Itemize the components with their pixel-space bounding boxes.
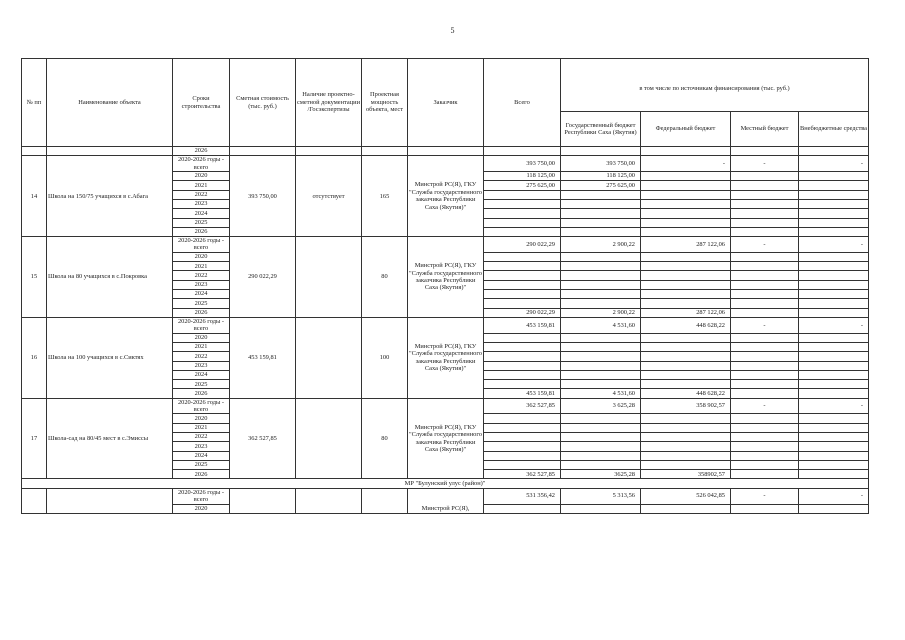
- total-cell: [484, 380, 561, 389]
- total-cell: [484, 423, 561, 432]
- header-name: Наименование объекта: [47, 59, 173, 147]
- extra-cell: -: [799, 398, 869, 414]
- table-row: [22, 398, 869, 414]
- federal-cell: [641, 280, 731, 289]
- state-cell: [561, 299, 641, 308]
- total-cell: [484, 271, 561, 280]
- header-customer: Заказчик: [408, 59, 484, 147]
- local-cell: [731, 423, 799, 432]
- extra-cell: [799, 470, 869, 479]
- extra-cell: [799, 451, 869, 460]
- year-cell: 2020: [173, 504, 230, 513]
- state-cell: [561, 414, 641, 423]
- state-cell: [561, 380, 641, 389]
- header-federal: Федеральный бюджет: [641, 112, 731, 147]
- federal-cell: [641, 370, 731, 379]
- extra-cell: [799, 299, 869, 308]
- section-title: МР "Булунский улус (район)": [22, 479, 869, 488]
- year-cell: 2023: [173, 199, 230, 208]
- project-cost: 362 527,85: [230, 398, 296, 479]
- extra-cell: [799, 199, 869, 208]
- project-num: 15: [22, 237, 47, 318]
- federal-cell: [641, 290, 731, 299]
- local-cell: [731, 414, 799, 423]
- year-cell: 2021: [173, 262, 230, 271]
- total-cell: [484, 370, 561, 379]
- local-cell: [731, 227, 799, 236]
- project-customer: Минстрой РС(Я),: [408, 488, 484, 513]
- state-cell: [561, 504, 641, 513]
- header-total: Всего: [484, 59, 561, 147]
- total-cell: 290 022,29: [484, 237, 561, 253]
- year-cell: 2023: [173, 280, 230, 289]
- year-cell: 2020-2026 годы - всего: [173, 237, 230, 253]
- cell-empty: [561, 147, 641, 156]
- local-cell: -: [731, 237, 799, 253]
- federal-cell: [641, 380, 731, 389]
- extra-cell: [799, 460, 869, 469]
- federal-cell: -: [641, 156, 731, 172]
- total-cell: [484, 451, 561, 460]
- year-cell: 2020-2026 годы - всего: [173, 156, 230, 172]
- extra-cell: [799, 280, 869, 289]
- federal-cell: [641, 342, 731, 351]
- state-cell: 3625,28: [561, 470, 641, 479]
- local-cell: [731, 290, 799, 299]
- extra-cell: [799, 262, 869, 271]
- federal-cell: [641, 271, 731, 280]
- project-cost: 453 159,81: [230, 317, 296, 398]
- extra-cell: [799, 423, 869, 432]
- state-cell: [561, 442, 641, 451]
- extra-cell: [799, 380, 869, 389]
- project-num: 14: [22, 156, 47, 237]
- cell-empty: [484, 147, 561, 156]
- federal-cell: [641, 218, 731, 227]
- extra-cell: [799, 271, 869, 280]
- federal-cell: [641, 299, 731, 308]
- year-cell: 2020-2026 годы - всего: [173, 488, 230, 504]
- extra-cell: [799, 218, 869, 227]
- local-cell: [731, 252, 799, 261]
- federal-cell: [641, 227, 731, 236]
- project-customer: Минстрой РС(Я), ГКУ "Служба государственного заказчика Республики Саха (Якутия)": [408, 156, 484, 237]
- local-cell: [731, 352, 799, 361]
- local-cell: -: [731, 398, 799, 414]
- total-cell: 531 356,42: [484, 488, 561, 504]
- year-cell: 2024: [173, 451, 230, 460]
- state-cell: 393 750,00: [561, 156, 641, 172]
- federal-cell: 358 902,57: [641, 398, 731, 414]
- federal-cell: [641, 199, 731, 208]
- local-cell: [731, 380, 799, 389]
- total-cell: [484, 361, 561, 370]
- extra-cell: -: [799, 237, 869, 253]
- table-row: [22, 488, 869, 504]
- year-cell: 2024: [173, 209, 230, 218]
- local-cell: [731, 299, 799, 308]
- federal-cell: 526 042,85: [641, 488, 731, 504]
- extra-cell: [799, 433, 869, 442]
- total-cell: [484, 252, 561, 261]
- cell-empty: [47, 147, 173, 156]
- year-cell: 2021: [173, 342, 230, 351]
- header-sources: в том числе по источникам финансирования (тыс. руб.): [561, 59, 869, 112]
- project-capacity: 165: [362, 156, 408, 237]
- header-local: Местный бюджет: [731, 112, 799, 147]
- state-cell: [561, 370, 641, 379]
- total-cell: [484, 190, 561, 199]
- total-cell: [484, 352, 561, 361]
- state-cell: [561, 352, 641, 361]
- cell-empty: [47, 488, 173, 513]
- total-cell: [484, 442, 561, 451]
- local-cell: [731, 342, 799, 351]
- state-cell: [561, 209, 641, 218]
- year-cell: 2022: [173, 433, 230, 442]
- state-cell: [561, 460, 641, 469]
- header-state: Государственный бюджет Республики Саха (Якутия): [561, 112, 641, 147]
- project-capacity: 80: [362, 237, 408, 318]
- total-cell: [484, 199, 561, 208]
- table-row: [22, 147, 869, 156]
- page-number: 5: [450, 26, 455, 35]
- federal-cell: [641, 442, 731, 451]
- cell-empty: [22, 488, 47, 513]
- extra-cell: [799, 361, 869, 370]
- year-cell: 2026: [173, 389, 230, 398]
- total-cell: [484, 504, 561, 513]
- extra-cell: [799, 414, 869, 423]
- extra-cell: [799, 190, 869, 199]
- project-num: 17: [22, 398, 47, 479]
- federal-cell: [641, 172, 731, 181]
- year-cell: 2024: [173, 370, 230, 379]
- local-cell: [731, 442, 799, 451]
- year-cell: 2026: [173, 308, 230, 317]
- total-cell: 453 159,81: [484, 389, 561, 398]
- federal-cell: [641, 352, 731, 361]
- total-cell: [484, 218, 561, 227]
- local-cell: [731, 308, 799, 317]
- local-cell: [731, 262, 799, 271]
- year-cell: 2022: [173, 271, 230, 280]
- state-cell: [561, 451, 641, 460]
- federal-cell: [641, 451, 731, 460]
- total-cell: 118 125,00: [484, 172, 561, 181]
- local-cell: [731, 451, 799, 460]
- year-cell: 2022: [173, 190, 230, 199]
- year-cell: 2025: [173, 218, 230, 227]
- total-cell: [484, 262, 561, 271]
- year-cell: 2021: [173, 423, 230, 432]
- total-cell: [484, 333, 561, 342]
- header-extra: Внебюджетные средства: [799, 112, 869, 147]
- state-cell: [561, 190, 641, 199]
- extra-cell: [799, 181, 869, 190]
- cell-empty: [296, 147, 362, 156]
- extra-cell: [799, 252, 869, 261]
- local-cell: [731, 333, 799, 342]
- year-cell: 2025: [173, 460, 230, 469]
- extra-cell: [799, 209, 869, 218]
- state-cell: [561, 271, 641, 280]
- project-name: Школа на 100 учащихся в с.Сиктях: [47, 317, 173, 398]
- extra-cell: [799, 227, 869, 236]
- project-customer: Минстрой РС(Я), ГКУ "Служба государственного заказчика Республики Саха (Якутия)": [408, 237, 484, 318]
- cell-empty: [731, 147, 799, 156]
- extra-cell: [799, 172, 869, 181]
- cell-empty: [362, 488, 408, 513]
- federal-cell: 358902,57: [641, 470, 731, 479]
- state-cell: [561, 262, 641, 271]
- extra-cell: [799, 442, 869, 451]
- state-cell: [561, 280, 641, 289]
- year-cell: 2020: [173, 414, 230, 423]
- total-cell: 275 625,00: [484, 181, 561, 190]
- local-cell: [731, 470, 799, 479]
- extra-cell: [799, 290, 869, 299]
- state-cell: 2 900,22: [561, 308, 641, 317]
- state-cell: 4 531,60: [561, 389, 641, 398]
- year-cell: 2020: [173, 172, 230, 181]
- table-body: [22, 147, 869, 514]
- total-cell: 453 159,81: [484, 317, 561, 333]
- investment-table: [21, 58, 869, 514]
- cell-empty: [641, 147, 731, 156]
- extra-cell: [799, 352, 869, 361]
- state-cell: 275 625,00: [561, 181, 641, 190]
- federal-cell: [641, 460, 731, 469]
- year-cell: 2026: [173, 227, 230, 236]
- federal-cell: [641, 262, 731, 271]
- total-cell: 393 750,00: [484, 156, 561, 172]
- extra-cell: [799, 504, 869, 513]
- project-capacity: 80: [362, 398, 408, 479]
- total-cell: 290 022,29: [484, 308, 561, 317]
- federal-cell: 448 628,22: [641, 389, 731, 398]
- local-cell: [731, 199, 799, 208]
- project-docs: отсутствует: [296, 156, 362, 237]
- state-cell: [561, 199, 641, 208]
- local-cell: [731, 190, 799, 199]
- extra-cell: -: [799, 488, 869, 504]
- state-cell: 2 900,22: [561, 237, 641, 253]
- year-cell: 2020: [173, 333, 230, 342]
- federal-cell: [641, 333, 731, 342]
- local-cell: [731, 504, 799, 513]
- total-cell: [484, 209, 561, 218]
- local-cell: [731, 181, 799, 190]
- local-cell: [731, 460, 799, 469]
- extra-cell: [799, 308, 869, 317]
- project-customer: Минстрой РС(Я), ГКУ "Служба государственного заказчика Республики Саха (Якутия)": [408, 398, 484, 479]
- total-cell: [484, 460, 561, 469]
- header-capacity: Проектная мощность объекта, мест: [362, 59, 408, 147]
- cell-empty: [230, 147, 296, 156]
- project-name: Школа на 80 учащихся в с.Покровка: [47, 237, 173, 318]
- header-num: № пп: [22, 59, 47, 147]
- state-cell: [561, 218, 641, 227]
- year-cell: 2023: [173, 361, 230, 370]
- total-cell: 362 527,85: [484, 398, 561, 414]
- project-num: 16: [22, 317, 47, 398]
- year-cell: 2025: [173, 380, 230, 389]
- year-cell: 2020: [173, 252, 230, 261]
- total-cell: [484, 227, 561, 236]
- state-cell: [561, 252, 641, 261]
- total-cell: [484, 433, 561, 442]
- year-cell: 2025: [173, 299, 230, 308]
- federal-cell: [641, 181, 731, 190]
- header-docs: Наличие проектно-сметной документации /Госэкспертизы: [296, 59, 362, 147]
- year-cell: 2026: [173, 470, 230, 479]
- total-cell: [484, 414, 561, 423]
- year-cell: 2026: [173, 147, 230, 156]
- extra-cell: [799, 389, 869, 398]
- federal-cell: [641, 190, 731, 199]
- federal-cell: [641, 209, 731, 218]
- extra-cell: [799, 342, 869, 351]
- total-cell: [484, 280, 561, 289]
- state-cell: [561, 423, 641, 432]
- cell-empty: [296, 488, 362, 513]
- table-row: [22, 317, 869, 333]
- state-cell: 4 531,60: [561, 317, 641, 333]
- federal-cell: [641, 504, 731, 513]
- total-cell: [484, 342, 561, 351]
- extra-cell: [799, 333, 869, 342]
- federal-cell: 287 122,06: [641, 237, 731, 253]
- state-cell: 5 313,56: [561, 488, 641, 504]
- table-row: [22, 156, 869, 172]
- year-cell: 2022: [173, 352, 230, 361]
- federal-cell: 287 122,06: [641, 308, 731, 317]
- local-cell: -: [731, 317, 799, 333]
- project-docs: [296, 237, 362, 318]
- project-cost: 393 750,00: [230, 156, 296, 237]
- header-cost: Сметная стоимость (тыс. руб.): [230, 59, 296, 147]
- federal-cell: [641, 414, 731, 423]
- total-cell: [484, 290, 561, 299]
- local-cell: [731, 361, 799, 370]
- local-cell: [731, 433, 799, 442]
- state-cell: [561, 342, 641, 351]
- local-cell: [731, 218, 799, 227]
- project-customer: Минстрой РС(Я), ГКУ "Служба государственного заказчика Республики Саха (Якутия)": [408, 317, 484, 398]
- local-cell: [731, 271, 799, 280]
- year-cell: 2023: [173, 442, 230, 451]
- cell-empty: [799, 147, 869, 156]
- year-cell: 2021: [173, 181, 230, 190]
- header-period: Сроки строительства: [173, 59, 230, 147]
- state-cell: [561, 227, 641, 236]
- project-name: Школа-сад на 80/45 мест в с.Эмиссы: [47, 398, 173, 479]
- local-cell: [731, 209, 799, 218]
- table-row: [22, 237, 869, 253]
- federal-cell: [641, 361, 731, 370]
- extra-cell: -: [799, 156, 869, 172]
- local-cell: -: [731, 156, 799, 172]
- cell-empty: [230, 488, 296, 513]
- state-cell: [561, 290, 641, 299]
- project-cost: 290 022,29: [230, 237, 296, 318]
- state-cell: [561, 361, 641, 370]
- federal-cell: [641, 433, 731, 442]
- state-cell: [561, 433, 641, 442]
- section-row: [22, 479, 869, 488]
- year-cell: 2020-2026 годы - всего: [173, 317, 230, 333]
- state-cell: 3 625,28: [561, 398, 641, 414]
- federal-cell: 448 628,22: [641, 317, 731, 333]
- total-cell: [484, 299, 561, 308]
- total-cell: 362 527,85: [484, 470, 561, 479]
- federal-cell: [641, 252, 731, 261]
- extra-cell: -: [799, 317, 869, 333]
- local-cell: -: [731, 488, 799, 504]
- local-cell: [731, 389, 799, 398]
- project-docs: [296, 317, 362, 398]
- project-name: Школа на 150/75 учащихся в с.Абага: [47, 156, 173, 237]
- local-cell: [731, 280, 799, 289]
- local-cell: [731, 172, 799, 181]
- project-capacity: 100: [362, 317, 408, 398]
- state-cell: 118 125,00: [561, 172, 641, 181]
- local-cell: [731, 370, 799, 379]
- extra-cell: [799, 370, 869, 379]
- cell-empty: [362, 147, 408, 156]
- year-cell: 2024: [173, 290, 230, 299]
- state-cell: [561, 333, 641, 342]
- federal-cell: [641, 423, 731, 432]
- project-docs: [296, 398, 362, 479]
- cell-empty: [22, 147, 47, 156]
- year-cell: 2020-2026 годы - всего: [173, 398, 230, 414]
- cell-empty: [408, 147, 484, 156]
